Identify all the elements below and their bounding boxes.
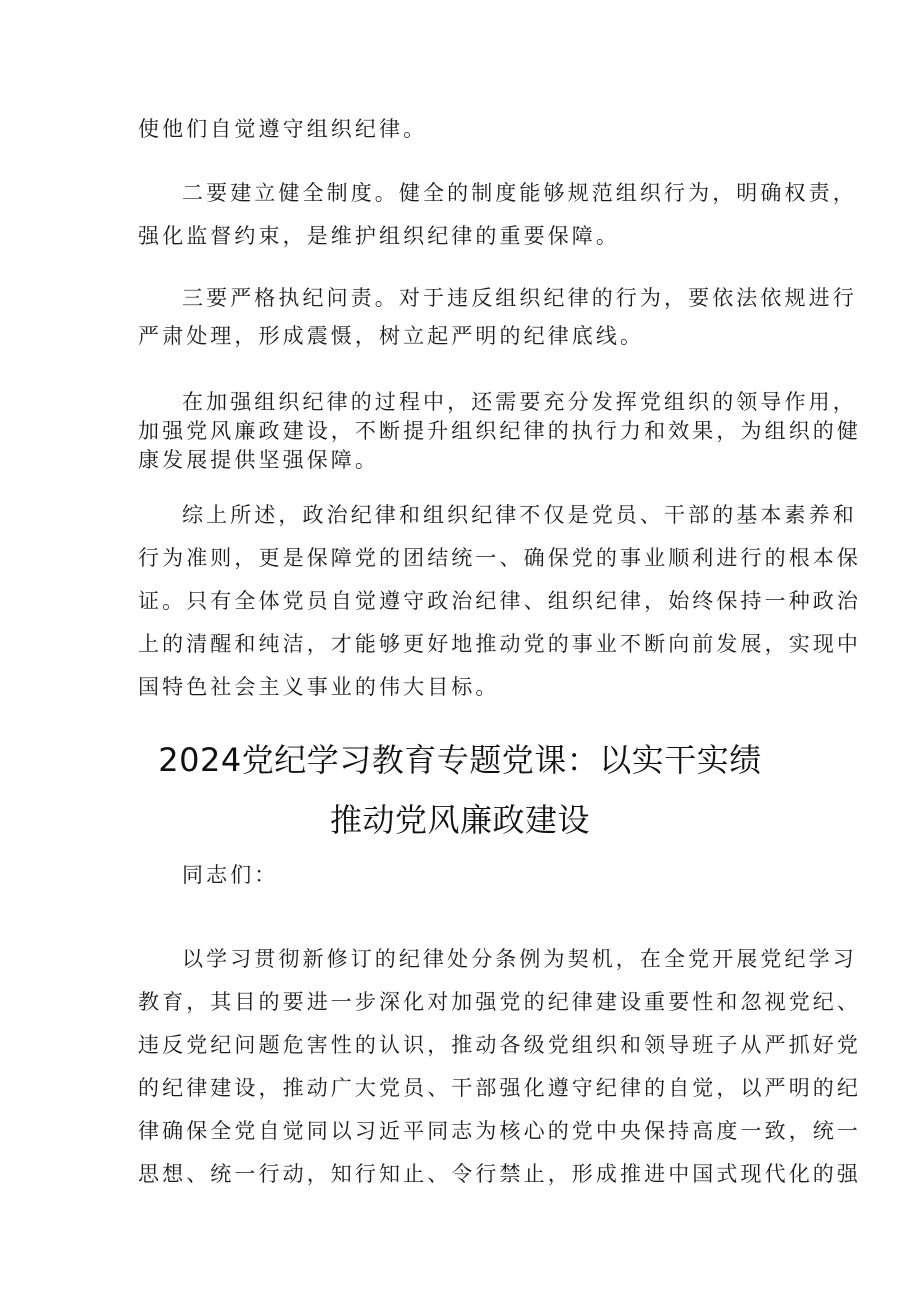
paragraph-line: 严肃处理，形成震慑，树立起严明的纪律底线。: [138, 324, 645, 348]
paragraph-line: 教育，其目的要进一步深化对加强党的纪律建设重要性和忽视党纪、: [138, 990, 861, 1014]
paragraph-line: 思想、统一行动，知行知止、令行禁止，形成推进中国式现代化的强: [138, 1162, 861, 1186]
section-title-line-2: 推动党风廉政建设: [329, 801, 590, 839]
paragraph-line: 国特色社会主义事业的伟大目标。: [138, 675, 500, 699]
section-title-line-1: 2024党纪学习教育专题党课：以实干实绩: [158, 741, 762, 779]
paragraph-line: 综上所述，政治纪律和组织纪律不仅是党员、干部的基本素养和: [182, 503, 857, 527]
paragraph-line: 三要严格执纪问责。对于违反组织纪律的行为，要依法依规进行: [182, 286, 857, 310]
paragraph-line: 加强党风廉政建设，不断提升组织纪律的执行力和效果，为组织的健: [138, 419, 861, 443]
paragraph-line: 使他们自觉遵守组织纪律。: [138, 117, 428, 141]
paragraph-line: 强化监督约束，是维护组织纪律的重要保障。: [138, 224, 620, 248]
paragraph-line: 行为准则，更是保障党的团结统一、确保党的事业顺利进行的根本保: [138, 546, 861, 570]
salutation: 同志们：: [182, 863, 279, 887]
paragraph-line: 以学习贯彻新修订的纪律处分条例为契机，在全党开展党纪学习: [182, 947, 857, 971]
paragraph-line: 在加强组织纪律的过程中，还需要充分发挥党组织的领导作用，: [182, 390, 857, 414]
paragraph-line: 上的清醒和纯洁，才能够更好地推动党的事业不断向前发展，实现中: [138, 632, 861, 656]
paragraph-line: 律确保全党自觉同以习近平同志为核心的党中央保持高度一致，统一: [138, 1119, 861, 1143]
paragraph-line: 证。只有全体党员自觉遵守政治纪律、组织纪律，始终保持一种政治: [138, 589, 861, 613]
paragraph-line: 康发展提供坚强保障。: [138, 448, 379, 472]
paragraph-line: 违反党纪问题危害性的认识，推动各级党组织和领导班子从严抓好党: [138, 1033, 861, 1057]
paragraph-line: 二要建立健全制度。健全的制度能够规范组织行为，明确权责，: [182, 181, 857, 205]
paragraph-line: 的纪律建设，推动广大党员、干部强化遵守纪律的自觉，以严明的纪: [138, 1076, 861, 1100]
